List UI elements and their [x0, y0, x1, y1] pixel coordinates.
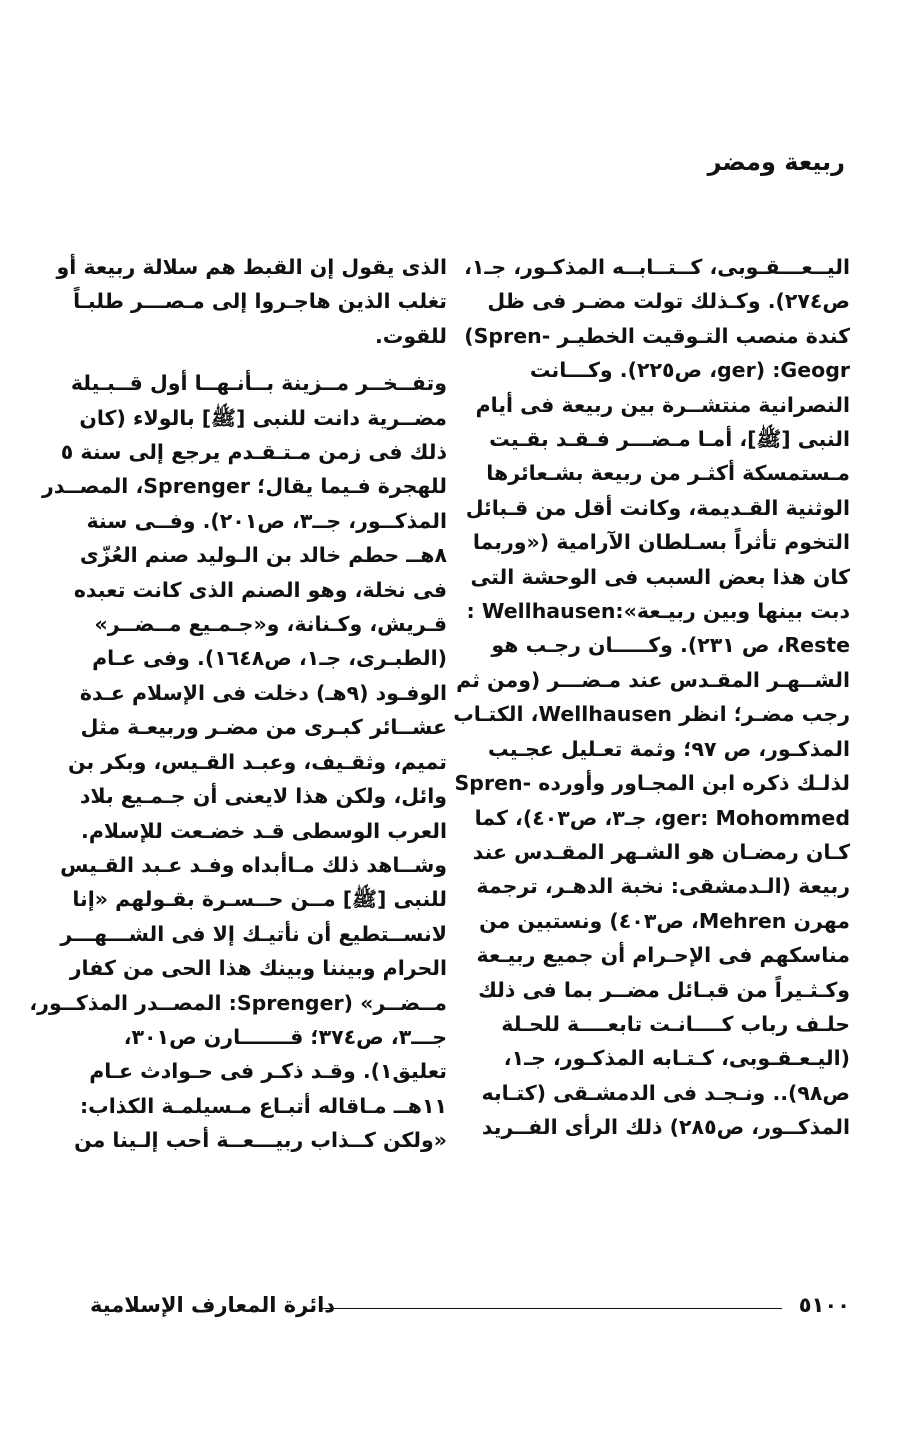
text-line: قـريش، وكـنانة، و«جـمـيع مــضــر» — [94, 612, 447, 637]
text-line: عشــائر كبـرى من مضـر وربيعـة مثل — [80, 715, 447, 740]
text-line: ger: Mohommed، جـ٣، ص٤٠٣)، كما — [474, 805, 850, 830]
text-line: (الطبـرى، جـ١، ص١٦٤٨). وفى عـام — [92, 646, 447, 671]
text-line: تعليق١). وقـد ذكـر فى حـوادث عـام — [89, 1059, 447, 1084]
text-line: رجب مضـر؛ انظر Wellhausen، الكتـاب — [453, 702, 850, 727]
running-header: ربيعة ومضر — [707, 148, 845, 176]
journal-title: دائرة المعارف الإسلامية — [90, 1293, 336, 1317]
text-line: ذلك فى زمن مـتـقـدم يرجع إلى سنة ٥ — [60, 440, 447, 465]
text-line: العرب الوسطى قـد خضـعت للإسلام. — [81, 818, 447, 843]
text-line: لذلـك ذكره ابن المجـاور وأورده -Spren — [454, 771, 850, 796]
text-line: ١١هــ مـاقاله أتبـاع مـسيلمـة الكذاب: — [79, 1093, 447, 1118]
text-line: كـان رمضـان هو الشـهر المقـدس عند — [472, 839, 850, 864]
text-line: كان هذا بعض السبب فى الوحشة التى — [470, 564, 850, 589]
text-line: المذكـور، ص ٩٧؛ وثمة تعـليل عجـيب — [488, 736, 850, 761]
text-line: النبى [ﷺ]، أمـا مـضـــر فـقـد بقـيت — [489, 427, 850, 452]
text-line: تميم، وثقـيف، وعبـد القـيس، وبكر بن — [68, 749, 447, 774]
text-line: وكـثـيراً من قبـائل مضــر بما فى ذلك — [478, 977, 850, 1002]
text-line: الذى يقول إن القبط هم سلالة ربيعة أو — [56, 255, 447, 279]
right-column — [453, 250, 850, 1145]
text-line: ger) :Geogr، ص٢٢٥). وكـــانت — [529, 358, 850, 383]
text-line: كندة منصب التـوقيت الخطيـر -Spren) — [464, 323, 850, 348]
left-column — [29, 250, 447, 1158]
text-line: مناسكهم فى الإحـرام أن جميع ربيـعة — [476, 943, 850, 968]
text-line: ص٩٨).. ونـجـد فى الدمشـقى (كتـابه — [481, 1080, 850, 1105]
footer-rule — [320, 1308, 782, 1309]
text-line: مضــرية دانت للنبى [ﷺ] بالولاء (كان — [79, 405, 447, 430]
text-line: المذكــور، جــ٣، ص٢٠١). وفــى سنة — [86, 508, 447, 533]
text-line: التخوم تأثراً بسـلطان الآرامية («وربما — [472, 530, 850, 555]
text-line: ربيعة (الـدمشقى: نخبة الدهـر، ترجمة — [476, 874, 850, 899]
text-line: جـــ٣، ص٣٧٤؛ قـــــــارن ص٣٠١، — [123, 1024, 447, 1049]
text-line: وائل، ولكن هذا لايعنى أن جـمـيع بلاد — [79, 784, 447, 809]
text-line: «ولكن كــذاب ربيـــعــة أحب إلـينا من — [74, 1128, 447, 1153]
left-paragraph-1 — [56, 250, 447, 353]
text-line: مــضــر» (Sprenger: المصــدر المذكــور، — [29, 990, 447, 1015]
text-line: الشــهـر المقـدس عند مـضـــر (ومن ثم — [456, 667, 850, 692]
text-line: (اليـعـقـوبى، كـتـابه المذكـور، جـ١، — [503, 1046, 850, 1071]
text-line: حلـف رباب كــــانـت تابعــــة للحـلة — [501, 1011, 850, 1036]
text-line: تغلب الذين هاجـروا إلى مـصـــر طلبـاً — [73, 289, 447, 314]
left-paragraph-2 — [29, 366, 447, 1157]
text-line: الوثنية القـديمة، وكانت أقل من قـبائل — [465, 495, 850, 520]
text-line: الوفـود (٩هـ) دخلت فى الإسلام عـدة — [79, 680, 447, 705]
text-line: فى نخلة، وهو الصنم الذى كانت تعبده — [73, 577, 447, 602]
text-line: الحرام وبيننا وبينك هذا الحى من كفار — [69, 956, 447, 981]
text-line: للقوت. — [374, 323, 447, 348]
text-line: اليــعـــقـوبى، كــتــابــه المذكـور، جـ١، — [464, 255, 850, 279]
text-line: Reste، ص ٢٣١). وكـــــان رجـب هو — [491, 633, 850, 658]
page-footer — [90, 1293, 850, 1323]
text-line: للنبى [ﷺ] مــن حــسـرة بقـولهم «إنا — [72, 887, 447, 912]
text-line: مهرن Mehren، ص٤٠٣) ونستبين من — [479, 908, 850, 933]
text-line: لانســتطيع أن نأتيـك إلا فى الشـــهـــر — [60, 921, 447, 946]
text-line: للهجرة فـيما يقال؛ Sprenger، المصــدر — [42, 474, 447, 499]
text-line: ص٢٧٤). وكـذلك تولت مضـر فى ظل — [487, 289, 850, 314]
text-line: دبت بينها وبين ربيـعة»:Wellhausen : — [466, 599, 850, 624]
text-line: وشــاهد ذلك مـاأبداه وفـد عـبد القـيس — [60, 852, 447, 877]
text-line: مـستمسكة أكثـر من ربيعة بشـعائرها — [486, 461, 850, 486]
text-line: ٨هــ حطم خالد بن الـوليد صنم العُزّى — [79, 543, 447, 568]
text-line: المذكــور، ص٢٨٥) ذلك الرأى الفــريد — [481, 1115, 850, 1140]
page-number: ٥١٠٠ — [798, 1293, 850, 1317]
text-line: وتفــخــر مــزينة بــأنـهــا أول قــبـيلة — [70, 371, 447, 396]
text-line: النصرانية منتشــرة بين ربيعة فى أيام — [475, 392, 850, 417]
